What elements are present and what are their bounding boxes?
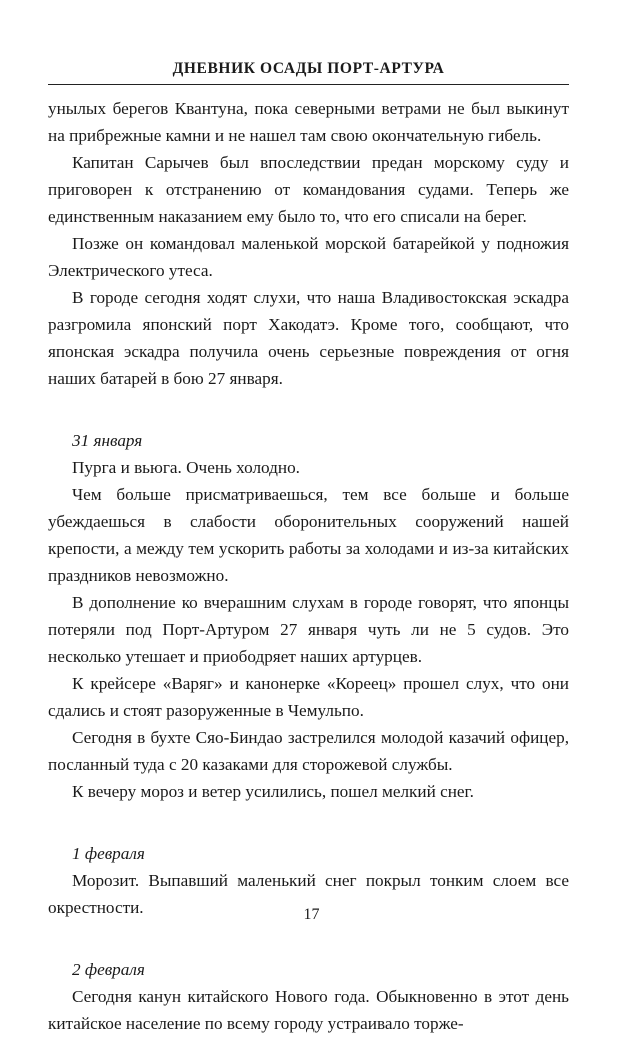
paragraph: Капитан Сарычев был впоследствии предан морскому суду и приговорен к отстранению от командования судами. Теперь же единственным наказанием ему было то, что его списали на берег. <box>48 153 569 226</box>
paragraph: К крейсере «Варяг» и канонерке «Кореец» прошел слух, что они сдались и стоят разоруженные в Чемульпо. <box>48 674 569 720</box>
paragraph: Морозит. Выпавший маленький снег покрыл тонким слоем все окрестности. <box>48 871 569 917</box>
entry-date: 1 февраля <box>72 844 145 863</box>
paragraph: В дополнение ко вчерашним слухам в городе говорят, что японцы потеряли под Порт-Артуром 27 января чуть ли не 5 судов. Это несколько утешает и приободряет наших артурцев. <box>48 593 569 666</box>
diary-entry-jan-31 <box>48 427 569 805</box>
paragraph: унылых берегов Квантуна, пока северными ветрами не был выкинут на прибрежные камни и не нашел там свою окончательную гибель. <box>48 99 569 145</box>
paragraph: Сегодня в бухте Сяо-Биндао застрелился молодой казачий офицер, посланный туда с 20 казаками для сторожевой службы. <box>48 728 569 774</box>
paragraph: Сегодня канун китайского Нового года. Обыкновенно в этот день китайское население по всему городу устраивало торже- <box>48 987 569 1033</box>
entry-date: 2 февраля <box>72 960 145 979</box>
paragraph: Пурга и вьюга. Очень холодно. <box>72 458 300 477</box>
intro-block <box>48 95 569 392</box>
paragraph: К вечеру мороз и ветер усилились, пошел мелкий снег. <box>72 782 474 801</box>
paragraph: Позже он командовал маленькой морской батарейкой у подножия Электрического утеса. <box>48 234 569 280</box>
book-page <box>48 60 569 1037</box>
page-number: 17 <box>303 906 320 923</box>
entry-date: 31 января <box>72 431 143 450</box>
running-head: ДНЕВНИК ОСАДЫ ПОРТ-АРТУРА <box>48 60 569 85</box>
paragraph: Чем больше присматриваешься, тем все больше и больше убеждаешься в слабости оборонительных сооружений нашей крепости, а между тем ускорить работы за холодами и из-за китайских праздников невозможно. <box>48 485 569 585</box>
paragraph: В городе сегодня ходят слухи, что наша Владивостокская эскадра разгромила японский порт Хакодатэ. Кроме того, сообщают, что японская эскадра получила очень серьезные повреждения от огня наших батарей в бою 27 января. <box>48 288 569 388</box>
diary-entry-feb-2 <box>48 956 569 1037</box>
